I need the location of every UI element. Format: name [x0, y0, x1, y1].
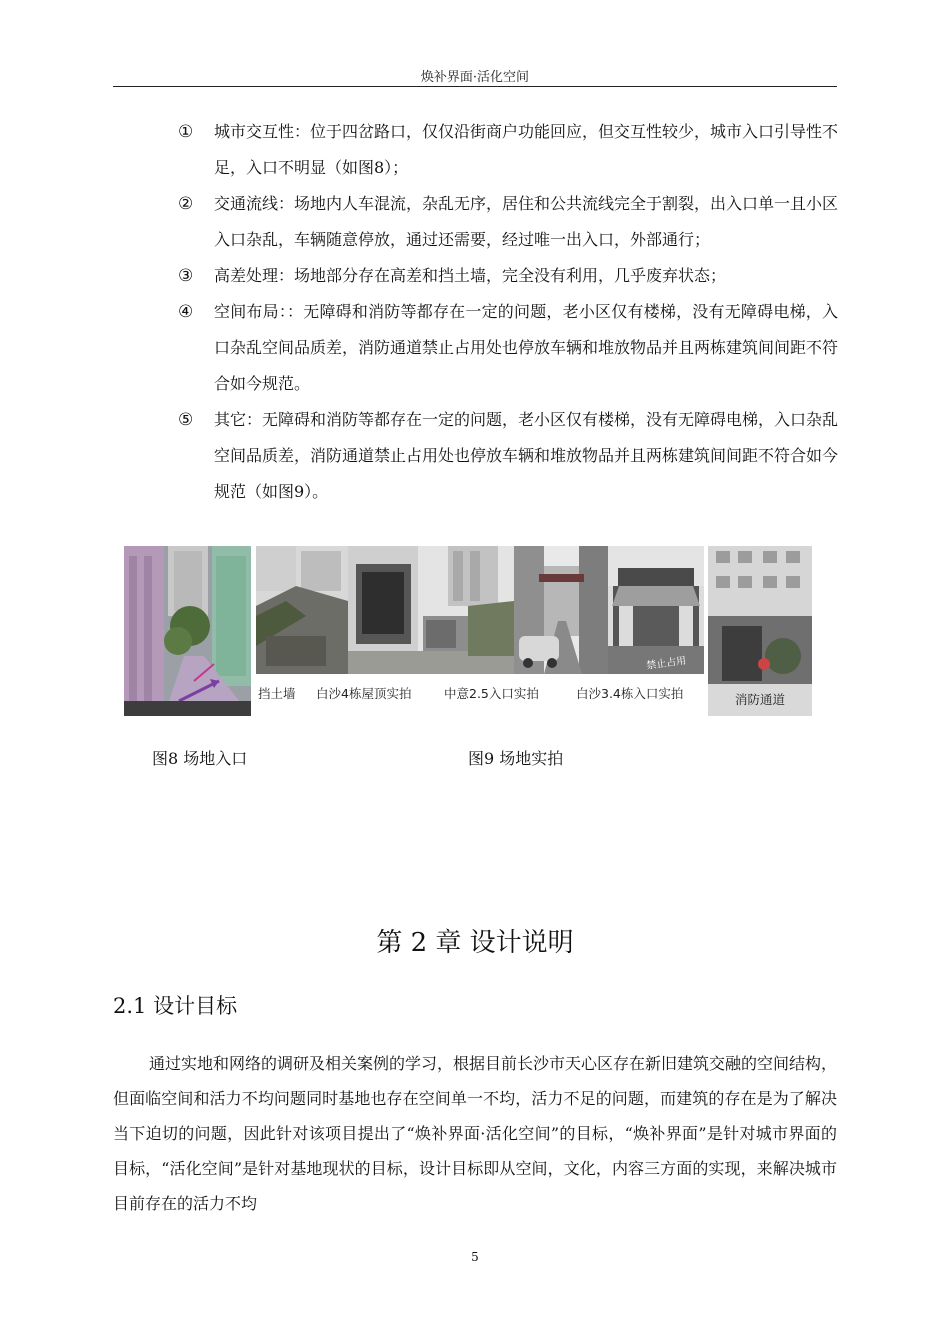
header-rule — [113, 86, 837, 87]
baisha-entrance-photo — [608, 546, 704, 674]
list-item-text: 城市交互性：位于四岔路口，仅仅沿街商户功能回应，但交互性较少，城市入口引导性不足，入口不明显（如图8）； — [214, 122, 839, 177]
list-item-number: ④ — [178, 302, 194, 322]
list-item — [178, 258, 838, 294]
zhongyi-entrance-photo — [514, 546, 608, 674]
rooftop-photo — [348, 546, 514, 674]
list-item — [178, 186, 838, 258]
photo-sign-text: 禁止占用 — [645, 655, 687, 672]
running-header: 焕补界面·活化空间 — [420, 70, 530, 85]
section-number: 2.1 — [113, 994, 147, 1018]
chapter-number: 第 2 章 — [376, 928, 462, 958]
list-item-number: ③ — [178, 266, 194, 286]
figure-8-caption: 图8 场地入口 — [152, 749, 248, 768]
retaining-wall-photo — [256, 546, 348, 674]
photo-label: 消防通道 — [734, 692, 785, 707]
photo-label: 挡土墙 — [258, 686, 296, 701]
figure-9-caption: 图9 场地实拍 — [468, 749, 564, 768]
issue-list — [178, 114, 838, 510]
list-item-number: ⑤ — [178, 410, 194, 430]
figure-photos — [124, 546, 814, 716]
fire-lane-photo — [708, 546, 812, 716]
site-entrance-photo — [124, 546, 251, 716]
page-number: 5 — [471, 1250, 479, 1264]
chapter-heading — [0, 922, 950, 959]
section-heading — [113, 990, 237, 1020]
list-item-text: 其它：无障碍和消防等都存在一定的问题，老小区仅有楼梯，没有无障碍电梯，入口杂乱空间品质差，消防通道禁止占用处也停放车辆和堆放物品并且两栋建筑间间距不符合如今规范（如图9）。 — [214, 410, 839, 501]
list-item-number: ① — [178, 122, 194, 142]
list-item — [178, 114, 838, 186]
list-item-text: 空间布局：：无障碍和消防等都存在一定的问题，老小区仅有楼梯，没有无障碍电梯，入口杂乱空间品质差，消防通道禁止占用处也停放车辆和堆放物品并且两栋建筑间间距不符合如今规范。 — [214, 302, 839, 393]
body-paragraph: 通过实地和网络的调研及相关案例的学习，根据目前长沙市天心区存在新旧建筑交融的空间结构，但面临空间和活力不均问题同时基地也存在空间单一不均，活力不足的问题，而建筑的存在是为了解决当下迫切的问题，因此针对该项目提出了“焕补界面·活化空间”的目标，“焕补界面”是针对城市界面的目标，“活化空间”是针对基地现状的目标，设计目标即从空间，文化，内容三方面的实现，来解决城市目前存在的活力不均 — [113, 1054, 838, 1213]
chapter-title: 设计说明 — [469, 928, 574, 958]
section-title: 设计目标 — [153, 994, 238, 1018]
list-item-text: 高差处理：场地部分存在高差和挡土墙，完全没有利用，几乎废弃状态； — [214, 266, 727, 285]
list-item-number: ② — [178, 194, 194, 214]
list-item — [178, 294, 838, 402]
photo-label: 白沙4栋屋顶实拍 — [316, 686, 412, 701]
photo-label: 中意2.5入口实拍 — [444, 686, 539, 701]
photo-label: 白沙3.4栋入口实拍 — [576, 686, 684, 701]
list-item-text: 交通流线：场地内人车混流，杂乱无序，居住和公共流线完全于割裂，出入口单一且小区入口杂乱，车辆随意停放，通过还需要，经过唯一出入口，外部通行； — [214, 194, 839, 249]
photo-caption-bar — [256, 674, 704, 716]
list-item — [178, 402, 838, 510]
